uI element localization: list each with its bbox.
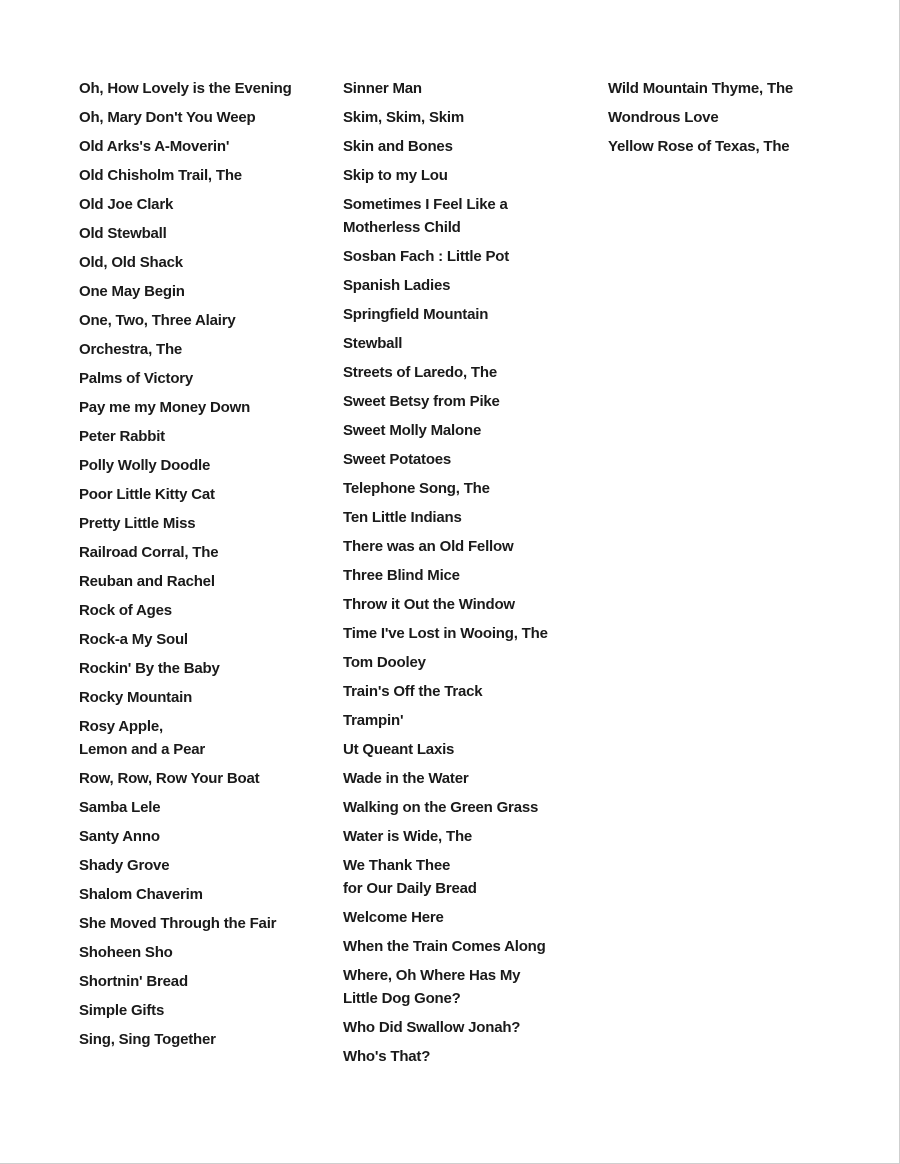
song-title-line: Little Dog Gone? bbox=[343, 990, 461, 1007]
song-title-entry bbox=[343, 274, 593, 297]
song-title-entry bbox=[343, 796, 593, 819]
song-title-line: Samba Lele bbox=[79, 799, 161, 816]
song-title-line: Rosy Apple, bbox=[79, 718, 163, 735]
song-title-line: Peter Rabbit bbox=[79, 428, 165, 445]
song-title-entry bbox=[343, 651, 593, 674]
song-title-entry bbox=[79, 570, 329, 593]
song-title-line: Throw it Out the Window bbox=[343, 596, 515, 613]
song-title-line: Orchestra, The bbox=[79, 341, 183, 358]
song-title-line: She Moved Through the Fair bbox=[79, 915, 277, 932]
song-title-line: Skin and Bones bbox=[343, 138, 453, 155]
song-title-line: Old Arks's A-Moverin' bbox=[79, 138, 230, 155]
song-title-line: Reuban and Rachel bbox=[79, 573, 215, 590]
song-title-line: Three Blind Mice bbox=[343, 567, 460, 584]
song-title-entry bbox=[343, 193, 593, 239]
song-title-line: Row, Row, Row Your Boat bbox=[79, 770, 260, 787]
song-title-entry bbox=[343, 390, 593, 413]
song-title-line: Sweet Betsy from Pike bbox=[343, 393, 500, 410]
song-title-line: Ten Little Indians bbox=[343, 509, 462, 526]
song-title-line: Shady Grove bbox=[79, 857, 170, 874]
song-title-entry bbox=[79, 1028, 329, 1051]
song-title-entry bbox=[79, 628, 329, 651]
song-title-entry bbox=[343, 906, 593, 929]
song-title-line: Welcome Here bbox=[343, 909, 444, 926]
song-title-line: Rock of Ages bbox=[79, 602, 172, 619]
song-title-line: Wondrous Love bbox=[608, 109, 719, 126]
song-title-entry bbox=[343, 738, 593, 761]
song-title-entry bbox=[343, 135, 593, 158]
song-title-line: Trampin' bbox=[343, 712, 404, 729]
song-title-entry bbox=[79, 280, 329, 303]
song-title-entry bbox=[79, 686, 329, 709]
song-title-entry bbox=[79, 454, 329, 477]
song-title-line: Railroad Corral, The bbox=[79, 544, 219, 561]
song-list-column-1 bbox=[79, 77, 329, 1057]
song-title-entry bbox=[343, 709, 593, 732]
song-title-entry bbox=[79, 106, 329, 129]
song-title-line: Stewball bbox=[343, 335, 403, 352]
song-title-entry bbox=[79, 135, 329, 158]
song-title-entry bbox=[343, 767, 593, 790]
song-title-entry bbox=[343, 245, 593, 268]
song-title-entry bbox=[79, 541, 329, 564]
song-title-entry bbox=[79, 425, 329, 448]
song-title-line: Water is Wide, The bbox=[343, 828, 473, 845]
song-title-line: Old Chisholm Trail, The bbox=[79, 167, 242, 184]
song-title-entry bbox=[79, 912, 329, 935]
song-title-line: Motherless Child bbox=[343, 219, 461, 236]
song-title-line: Sweet Molly Malone bbox=[343, 422, 482, 439]
song-title-line: We Thank Thee bbox=[343, 857, 451, 874]
song-title-entry bbox=[79, 251, 329, 274]
song-title-entry bbox=[79, 715, 329, 761]
song-title-entry bbox=[79, 854, 329, 877]
song-title-line: One May Begin bbox=[79, 283, 185, 300]
song-title-entry bbox=[343, 77, 593, 100]
song-title-line: Yellow Rose of Texas, The bbox=[608, 138, 790, 155]
song-title-line: Rock-a My Soul bbox=[79, 631, 188, 648]
song-title-line: Spanish Ladies bbox=[343, 277, 451, 294]
song-title-line: Streets of Laredo, The bbox=[343, 364, 497, 381]
song-title-entry bbox=[343, 477, 593, 500]
song-title-entry bbox=[79, 367, 329, 390]
song-title-line: Train's Off the Track bbox=[343, 683, 483, 700]
song-title-entry bbox=[608, 106, 858, 129]
song-title-entry bbox=[343, 1045, 593, 1068]
song-title-line: When the Train Comes Along bbox=[343, 938, 546, 955]
song-title-line: for Our Daily Bread bbox=[343, 880, 477, 897]
song-title-entry bbox=[79, 767, 329, 790]
song-title-line: Shortnin' Bread bbox=[79, 973, 188, 990]
song-title-entry bbox=[79, 77, 329, 100]
song-title-entry bbox=[343, 361, 593, 384]
song-title-line: Oh, Mary Don't You Weep bbox=[79, 109, 256, 126]
song-title-entry bbox=[608, 135, 858, 158]
song-title-line: Ut Queant Laxis bbox=[343, 741, 455, 758]
song-title-line: One, Two, Three Alairy bbox=[79, 312, 236, 329]
song-title-line: Springfield Mountain bbox=[343, 306, 489, 323]
song-title-line: Sinner Man bbox=[343, 80, 422, 97]
song-title-entry bbox=[343, 535, 593, 558]
song-title-line: Pay me my Money Down bbox=[79, 399, 251, 416]
song-title-entry bbox=[343, 964, 593, 1010]
song-title-entry bbox=[343, 332, 593, 355]
song-title-line: Oh, How Lovely is the Evening bbox=[79, 80, 292, 97]
song-title-entry bbox=[79, 309, 329, 332]
song-title-line: Palms of Victory bbox=[79, 370, 194, 387]
song-title-entry bbox=[79, 396, 329, 419]
song-title-line: Wild Mountain Thyme, The bbox=[608, 80, 794, 97]
song-title-line: Simple Gifts bbox=[79, 1002, 165, 1019]
song-title-entry bbox=[343, 106, 593, 129]
song-title-line: Where, Oh Where Has My bbox=[343, 967, 521, 984]
song-title-entry bbox=[79, 883, 329, 906]
song-title-line: Poor Little Kitty Cat bbox=[79, 486, 215, 503]
song-title-line: Sometimes I Feel Like a bbox=[343, 196, 508, 213]
song-title-entry bbox=[343, 854, 593, 900]
song-title-entry bbox=[343, 448, 593, 471]
song-title-line: Old Stewball bbox=[79, 225, 167, 242]
song-list-column-3 bbox=[608, 77, 858, 164]
song-title-line: Sweet Potatoes bbox=[343, 451, 452, 468]
song-title-entry bbox=[343, 506, 593, 529]
song-title-line: Wade in the Water bbox=[343, 770, 469, 787]
song-title-line: Shalom Chaverim bbox=[79, 886, 203, 903]
song-title-line: Pretty Little Miss bbox=[79, 515, 196, 532]
song-title-line: Shoheen Sho bbox=[79, 944, 173, 961]
song-title-line: Sing, Sing Together bbox=[79, 1031, 216, 1048]
song-title-line: Rockin' By the Baby bbox=[79, 660, 220, 677]
song-title-line: Lemon and a Pear bbox=[79, 741, 206, 758]
song-title-entry bbox=[343, 593, 593, 616]
song-title-entry bbox=[343, 419, 593, 442]
song-title-entry bbox=[79, 222, 329, 245]
song-title-line: Walking on the Green Grass bbox=[343, 799, 539, 816]
song-title-entry bbox=[79, 796, 329, 819]
song-title-line: Old, Old Shack bbox=[79, 254, 183, 271]
song-title-entry bbox=[343, 564, 593, 587]
song-title-entry bbox=[343, 680, 593, 703]
song-title-line: Old Joe Clark bbox=[79, 196, 174, 213]
song-title-entry bbox=[79, 338, 329, 361]
song-title-line: Time I've Lost in Wooing, The bbox=[343, 625, 548, 642]
song-title-entry bbox=[343, 164, 593, 187]
song-title-line: Tom Dooley bbox=[343, 654, 426, 671]
song-title-entry bbox=[79, 941, 329, 964]
song-title-entry bbox=[79, 193, 329, 216]
song-title-entry bbox=[343, 935, 593, 958]
song-title-entry bbox=[79, 825, 329, 848]
song-title-line: Polly Wolly Doodle bbox=[79, 457, 211, 474]
song-title-entry bbox=[79, 970, 329, 993]
song-title-entry bbox=[79, 164, 329, 187]
song-title-entry bbox=[343, 303, 593, 326]
song-title-line: Who's That? bbox=[343, 1048, 431, 1065]
song-title-entry bbox=[79, 999, 329, 1022]
song-title-entry bbox=[79, 657, 329, 680]
song-title-line: Skim, Skim, Skim bbox=[343, 109, 465, 126]
song-title-line: Rocky Mountain bbox=[79, 689, 193, 706]
song-title-entry bbox=[343, 1016, 593, 1039]
song-list-column-2 bbox=[343, 77, 593, 1074]
song-title-entry bbox=[608, 77, 858, 100]
song-title-entry bbox=[343, 825, 593, 848]
song-title-entry bbox=[79, 512, 329, 535]
song-title-entry bbox=[343, 622, 593, 645]
song-title-line: There was an Old Fellow bbox=[343, 538, 514, 555]
song-title-entry bbox=[79, 599, 329, 622]
song-title-entry bbox=[79, 483, 329, 506]
song-title-line: Who Did Swallow Jonah? bbox=[343, 1019, 521, 1036]
song-title-line: Telephone Song, The bbox=[343, 480, 490, 497]
song-title-line: Skip to my Lou bbox=[343, 167, 448, 184]
song-title-line: Sosban Fach : Little Pot bbox=[343, 248, 510, 265]
song-title-line: Santy Anno bbox=[79, 828, 160, 845]
